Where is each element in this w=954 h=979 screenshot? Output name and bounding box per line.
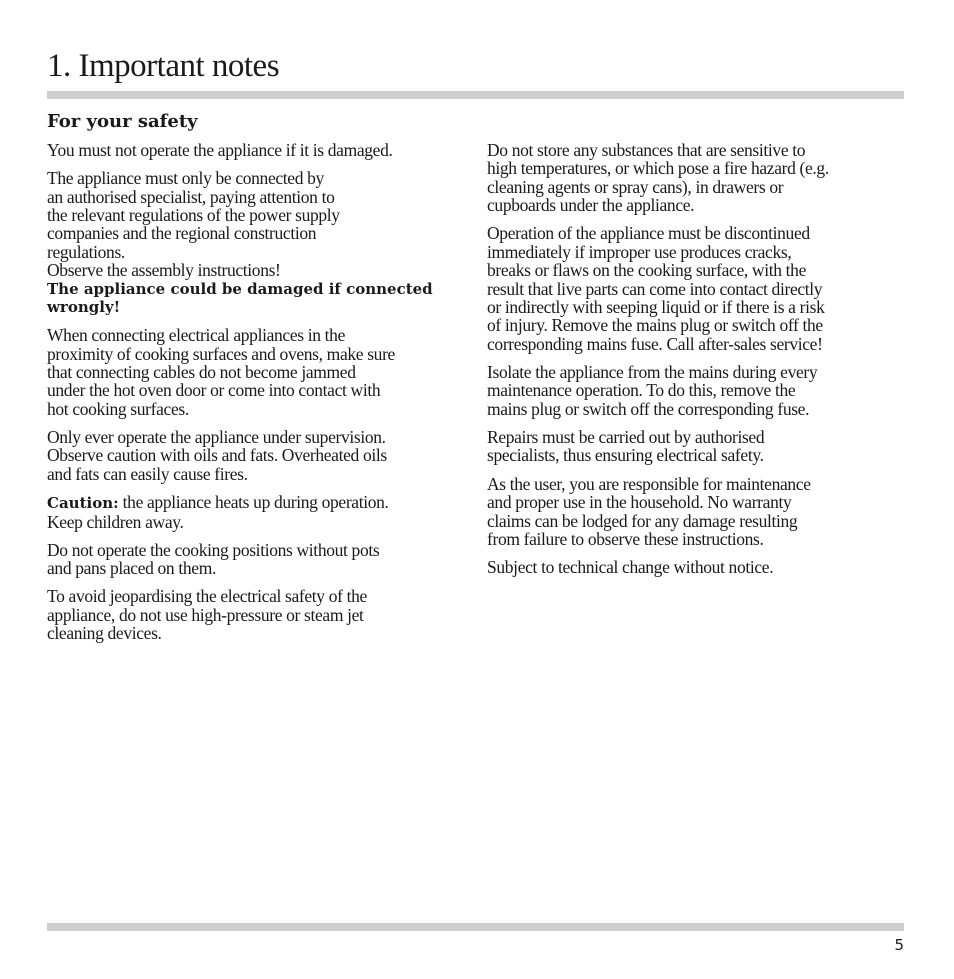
- right-column: [487, 141, 917, 586]
- text-line: cupboards under the appliance.: [487, 195, 695, 216]
- text-line: an authorised specialist, paying attention to: [47, 186, 335, 207]
- page-number: 5: [894, 936, 904, 954]
- caution-label: Caution:: [47, 494, 119, 513]
- section-heading: For your safety: [47, 111, 198, 132]
- text-line: specialists, thus ensuring electrical safety.: [487, 445, 764, 466]
- text-line: and fats can easily cause fires.: [47, 463, 248, 484]
- text-line: You must not operate the appliance if it is damaged.: [47, 140, 393, 160]
- paragraph-storage: [487, 141, 917, 215]
- text-line: Keep children away.: [47, 511, 184, 532]
- text-line: the relevant regulations of the power supply: [47, 205, 340, 226]
- caution-text: the appliance heats up during operation.: [118, 492, 389, 513]
- text-line: wrongly!: [47, 298, 121, 317]
- paragraph-assembly-instructions: [47, 261, 477, 279]
- text-line: companies and the regional construction: [47, 223, 317, 244]
- paragraph-steam-cleaning: [47, 587, 477, 642]
- text-line: that connecting cables do not become jammed: [47, 362, 356, 383]
- text-line: As the user, you are responsible for maintenance: [487, 473, 811, 494]
- text-line: Observe the assembly instructions!: [47, 260, 281, 281]
- page-title: 1. Important notes: [47, 48, 280, 84]
- text-line: under the hot oven door or come into contact with: [47, 380, 381, 401]
- text-line: and pans placed on them.: [47, 558, 216, 579]
- text-line: Subject to technical change without notice.: [487, 557, 774, 578]
- text-line: Operation of the appliance must be discontinued: [487, 223, 810, 244]
- text-line: To avoid jeopardising the electrical safety of the: [47, 586, 367, 607]
- text-line: or indirectly with seeping liquid or if there is a risk: [487, 297, 825, 318]
- paragraph-pots-and-pans: [47, 541, 477, 578]
- text-line: [47, 493, 477, 512]
- left-column: [47, 141, 477, 652]
- text-line: proximity of cooking surfaces and ovens, make sure: [47, 343, 395, 364]
- paragraph-user-responsibility: [487, 475, 917, 549]
- header-rule: [47, 91, 904, 99]
- paragraph-caution-heat: [47, 493, 477, 531]
- paragraph-technical-change: [487, 558, 917, 576]
- text-line: from failure to observe these instructions.: [487, 528, 764, 549]
- text-line: and proper use in the household. No warranty: [487, 492, 792, 513]
- text-line: corresponding mains fuse. Call after-sales service!: [487, 333, 823, 354]
- text-line: claims can be lodged for any damage resulting: [487, 510, 798, 531]
- paragraph-authorised-connection: [47, 169, 477, 261]
- text-line: Do not operate the cooking positions without pots: [47, 539, 380, 560]
- text-line: high temperatures, or which pose a fire hazard (e.g.: [487, 158, 829, 179]
- paragraph-damaged-warning: [47, 141, 477, 159]
- text-line: of injury. Remove the mains plug or switch off the: [487, 315, 823, 336]
- text-line: Isolate the appliance from the mains during every: [487, 362, 818, 383]
- paragraph-damage-warning-bold: [47, 280, 477, 317]
- paragraph-repairs: [487, 428, 917, 465]
- paragraph-supervision: [47, 428, 477, 483]
- text-line: The appliance could be damaged if connected: [47, 279, 433, 298]
- text-line: Repairs must be carried out by authorised: [487, 427, 765, 448]
- text-line: cleaning devices.: [47, 623, 162, 644]
- text-line: regulations.: [47, 241, 125, 262]
- footer-rule: [47, 923, 904, 931]
- text-line: Do not store any substances that are sensitive to: [487, 140, 806, 160]
- text-line: mains plug or switch off the corresponding fuse.: [487, 398, 810, 419]
- paragraph-connecting-cables: [47, 326, 477, 418]
- text-line: result that live parts can come into contact directly: [487, 278, 823, 299]
- paragraph-discontinue-operation: [487, 224, 917, 353]
- text-line: appliance, do not use high-pressure or steam jet: [47, 604, 364, 625]
- text-line: hot cooking surfaces.: [47, 398, 189, 419]
- paragraph-isolate-mains: [487, 363, 917, 418]
- text-line: cleaning agents or spray cans), in drawers or: [487, 176, 784, 197]
- text-line: When connecting electrical appliances in the: [47, 325, 345, 346]
- text-line: immediately if improper use produces cracks,: [487, 241, 792, 262]
- text-line: Only ever operate the appliance under supervision.: [47, 427, 386, 448]
- text-line: maintenance operation. To do this, remove the: [487, 380, 796, 401]
- text-line: Observe caution with oils and fats. Overheated oils: [47, 445, 387, 466]
- text-line: breaks or flaws on the cooking surface, with the: [487, 260, 806, 281]
- text-line: The appliance must only be connected by: [47, 168, 324, 189]
